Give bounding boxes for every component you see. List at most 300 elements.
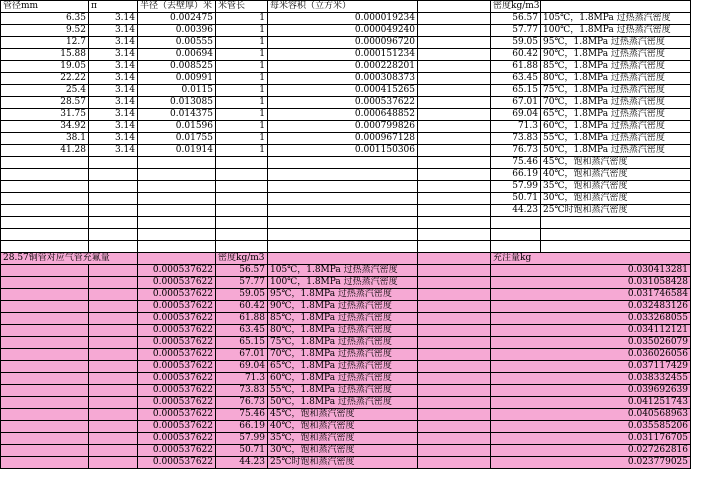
column-header[interactable]: [541, 1, 691, 13]
empty-cell[interactable]: [491, 229, 541, 241]
empty-cell[interactable]: [89, 313, 138, 325]
data-cell[interactable]: 0.000308373: [268, 73, 418, 85]
volume-cell[interactable]: 0.000537622: [138, 397, 216, 409]
volume-cell[interactable]: 0.000537622: [138, 277, 216, 289]
data-cell[interactable]: 41.28: [1, 145, 89, 157]
data-cell[interactable]: 65.15: [491, 85, 541, 97]
empty-cell[interactable]: [418, 253, 491, 265]
density-cell[interactable]: 61.88: [216, 313, 268, 325]
volume-cell[interactable]: 0.000537622: [138, 457, 216, 469]
empty-cell[interactable]: [541, 217, 691, 229]
data-cell[interactable]: 1: [216, 13, 268, 25]
empty-cell[interactable]: [418, 289, 491, 301]
density-cell[interactable]: 71.3: [216, 373, 268, 385]
data-cell[interactable]: [418, 193, 491, 205]
data-cell[interactable]: 3.14: [89, 109, 138, 121]
empty-cell[interactable]: [1, 361, 89, 373]
empty-cell[interactable]: [1, 397, 89, 409]
empty-cell[interactable]: [89, 361, 138, 373]
column-header[interactable]: 密度kg/m3: [491, 1, 541, 13]
data-cell[interactable]: 0.00694: [138, 49, 216, 61]
data-cell[interactable]: 67.01: [491, 97, 541, 109]
empty-cell[interactable]: [138, 229, 216, 241]
data-cell[interactable]: 0.01914: [138, 145, 216, 157]
data-cell[interactable]: [89, 169, 138, 181]
data-cell[interactable]: 60.42: [491, 49, 541, 61]
condition-cell[interactable]: 30℃，饱和蒸汽密度: [268, 445, 418, 457]
data-cell[interactable]: 85℃，1.8MPa 过热蒸汽密度: [541, 61, 691, 73]
charge-cell[interactable]: 0.033268055: [491, 313, 691, 325]
data-cell[interactable]: 1: [216, 133, 268, 145]
data-cell[interactable]: [138, 205, 216, 217]
empty-cell[interactable]: [89, 241, 138, 253]
data-cell[interactable]: 0.00396: [138, 25, 216, 37]
data-cell[interactable]: 69.04: [491, 109, 541, 121]
data-cell[interactable]: 57.77: [491, 25, 541, 37]
volume-cell[interactable]: 0.000537622: [138, 421, 216, 433]
data-cell[interactable]: [418, 73, 491, 85]
empty-cell[interactable]: [418, 277, 491, 289]
condition-cell[interactable]: 85℃，1.8MPa 过热蒸汽密度: [268, 313, 418, 325]
charge-cell[interactable]: 0.039692639: [491, 385, 691, 397]
data-cell[interactable]: 44.23: [491, 205, 541, 217]
data-cell[interactable]: 63.45: [491, 73, 541, 85]
data-cell[interactable]: [418, 109, 491, 121]
data-cell[interactable]: [1, 205, 89, 217]
empty-cell[interactable]: [1, 277, 89, 289]
empty-cell[interactable]: [418, 229, 491, 241]
empty-cell[interactable]: [418, 325, 491, 337]
data-cell[interactable]: [418, 121, 491, 133]
empty-cell[interactable]: [1, 445, 89, 457]
column-header[interactable]: π: [89, 1, 138, 13]
data-cell[interactable]: 56.57: [491, 13, 541, 25]
empty-cell[interactable]: [268, 241, 418, 253]
volume-cell[interactable]: 0.000537622: [138, 325, 216, 337]
charge-cell[interactable]: 0.027262816: [491, 445, 691, 457]
empty-cell[interactable]: [418, 265, 491, 277]
empty-cell[interactable]: [138, 241, 216, 253]
empty-cell[interactable]: [89, 457, 138, 469]
empty-cell[interactable]: [418, 433, 491, 445]
data-cell[interactable]: [138, 169, 216, 181]
data-cell[interactable]: 3.14: [89, 37, 138, 49]
data-cell[interactable]: [418, 37, 491, 49]
data-cell[interactable]: 34.92: [1, 121, 89, 133]
data-cell[interactable]: [216, 157, 268, 169]
empty-cell[interactable]: [418, 349, 491, 361]
empty-cell[interactable]: [491, 241, 541, 253]
data-cell[interactable]: 57.99: [491, 181, 541, 193]
empty-cell[interactable]: [89, 217, 138, 229]
density-cell[interactable]: 65.15: [216, 337, 268, 349]
empty-cell[interactable]: [1, 337, 89, 349]
data-cell[interactable]: 22.22: [1, 73, 89, 85]
empty-cell[interactable]: [268, 253, 418, 265]
charge-cell[interactable]: 0.035585206: [491, 421, 691, 433]
column-header[interactable]: 管径mm: [1, 1, 89, 13]
data-cell[interactable]: [89, 181, 138, 193]
column-header[interactable]: 米管长: [216, 1, 268, 13]
data-cell[interactable]: 3.14: [89, 25, 138, 37]
empty-cell[interactable]: [1, 409, 89, 421]
data-cell[interactable]: 90℃，1.8MPa 过热蒸汽密度: [541, 49, 691, 61]
data-cell[interactable]: 73.83: [491, 133, 541, 145]
data-cell[interactable]: 65℃，1.8MPa 过热蒸汽密度: [541, 109, 691, 121]
empty-cell[interactable]: [1, 241, 89, 253]
condition-cell[interactable]: 75℃，1.8MPa 过热蒸汽密度: [268, 337, 418, 349]
volume-cell[interactable]: 0.000537622: [138, 361, 216, 373]
density-cell[interactable]: 56.57: [216, 265, 268, 277]
data-cell[interactable]: 71.3: [491, 121, 541, 133]
data-cell[interactable]: [418, 157, 491, 169]
empty-cell[interactable]: [1, 349, 89, 361]
data-cell[interactable]: [1, 181, 89, 193]
empty-cell[interactable]: [89, 229, 138, 241]
data-cell[interactable]: [418, 49, 491, 61]
empty-cell[interactable]: [89, 397, 138, 409]
condition-cell[interactable]: 80℃，1.8MPa 过热蒸汽密度: [268, 325, 418, 337]
data-cell[interactable]: 80℃，1.8MPa 过热蒸汽密度: [541, 73, 691, 85]
data-cell[interactable]: [268, 193, 418, 205]
data-cell[interactable]: 0.0115: [138, 85, 216, 97]
data-cell[interactable]: [418, 25, 491, 37]
data-cell[interactable]: 31.75: [1, 109, 89, 121]
data-cell[interactable]: 1: [216, 37, 268, 49]
condition-cell[interactable]: 45℃，饱和蒸汽密度: [268, 409, 418, 421]
empty-cell[interactable]: [418, 373, 491, 385]
data-cell[interactable]: 0.00555: [138, 37, 216, 49]
empty-cell[interactable]: [418, 301, 491, 313]
data-cell[interactable]: [418, 181, 491, 193]
empty-cell[interactable]: [1, 421, 89, 433]
density-cell[interactable]: 75.46: [216, 409, 268, 421]
column-header[interactable]: 每米容积（立方米）: [268, 1, 418, 13]
empty-cell[interactable]: [418, 421, 491, 433]
data-cell[interactable]: 1: [216, 61, 268, 73]
data-cell[interactable]: 61.88: [491, 61, 541, 73]
data-cell[interactable]: [138, 157, 216, 169]
volume-cell[interactable]: 0.000537622: [138, 289, 216, 301]
data-cell[interactable]: [418, 97, 491, 109]
condition-cell[interactable]: 95℃，1.8MPa 过热蒸汽密度: [268, 289, 418, 301]
data-cell[interactable]: 3.14: [89, 145, 138, 157]
data-cell[interactable]: 0.014375: [138, 109, 216, 121]
empty-cell[interactable]: [541, 241, 691, 253]
volume-cell[interactable]: 0.000537622: [138, 337, 216, 349]
data-cell[interactable]: [268, 169, 418, 181]
density-cell[interactable]: 57.77: [216, 277, 268, 289]
data-cell[interactable]: 75.46: [491, 157, 541, 169]
charge-cell[interactable]: 0.034112121: [491, 325, 691, 337]
data-cell[interactable]: 100℃，1.8MPa 过热蒸汽密度: [541, 25, 691, 37]
data-cell[interactable]: 76.73: [491, 145, 541, 157]
density-cell[interactable]: 66.19: [216, 421, 268, 433]
data-cell[interactable]: [1, 169, 89, 181]
charge-cell[interactable]: 0.023779025: [491, 457, 691, 469]
empty-cell[interactable]: [89, 265, 138, 277]
data-cell[interactable]: [138, 193, 216, 205]
charge-cell[interactable]: 0.040568963: [491, 409, 691, 421]
empty-cell[interactable]: [1, 289, 89, 301]
data-cell[interactable]: 19.05: [1, 61, 89, 73]
summary-row: [1, 337, 691, 349]
data-cell[interactable]: 28.57: [1, 97, 89, 109]
data-cell[interactable]: [216, 205, 268, 217]
empty-cell[interactable]: [418, 397, 491, 409]
data-cell[interactable]: [216, 181, 268, 193]
empty-cell[interactable]: [89, 337, 138, 349]
condition-cell[interactable]: 55℃，1.8MPa 过热蒸汽密度: [268, 385, 418, 397]
data-cell[interactable]: [89, 205, 138, 217]
data-cell[interactable]: 1: [216, 85, 268, 97]
condition-cell[interactable]: 100℃，1.8MPa 过热蒸汽密度: [268, 277, 418, 289]
data-cell[interactable]: 0.001150306: [268, 145, 418, 157]
charge-cell[interactable]: 0.031058428: [491, 277, 691, 289]
empty-cell[interactable]: [1, 265, 89, 277]
data-cell[interactable]: 38.1: [1, 133, 89, 145]
data-cell[interactable]: [418, 145, 491, 157]
column-header[interactable]: 半径（去壁厚）米: [138, 1, 216, 13]
data-cell[interactable]: 0.01755: [138, 133, 216, 145]
volume-cell[interactable]: 0.000537622: [138, 373, 216, 385]
empty-cell[interactable]: [89, 277, 138, 289]
summary-title[interactable]: 28.57铜管对应气管充氟量: [1, 253, 138, 265]
density-cell[interactable]: 44.23: [216, 457, 268, 469]
charge-cell[interactable]: 0.035026079: [491, 337, 691, 349]
data-cell[interactable]: 105℃，1.8MPa 过热蒸汽密度: [541, 13, 691, 25]
data-cell[interactable]: 3.14: [89, 97, 138, 109]
empty-cell[interactable]: [89, 373, 138, 385]
density-cell[interactable]: 57.99: [216, 433, 268, 445]
data-cell[interactable]: [418, 169, 491, 181]
data-cell[interactable]: 3.14: [89, 61, 138, 73]
data-cell[interactable]: 40℃，饱和蒸汽密度: [541, 169, 691, 181]
empty-cell[interactable]: [1, 229, 89, 241]
data-cell[interactable]: 0.008525: [138, 61, 216, 73]
data-cell[interactable]: 6.35: [1, 13, 89, 25]
empty-cell[interactable]: [418, 361, 491, 373]
data-cell[interactable]: 3.14: [89, 13, 138, 25]
data-cell[interactable]: [138, 181, 216, 193]
data-cell[interactable]: 0.000096720: [268, 37, 418, 49]
empty-cell[interactable]: [1, 313, 89, 325]
data-cell[interactable]: 3.14: [89, 121, 138, 133]
empty-cell[interactable]: [138, 253, 216, 265]
data-cell[interactable]: 0.013085: [138, 97, 216, 109]
empty-cell[interactable]: [1, 301, 89, 313]
volume-cell[interactable]: 0.000537622: [138, 445, 216, 457]
data-cell[interactable]: 1: [216, 97, 268, 109]
empty-cell[interactable]: [418, 337, 491, 349]
charge-cell[interactable]: 0.032483126: [491, 301, 691, 313]
data-cell[interactable]: 1: [216, 145, 268, 157]
empty-cell[interactable]: [268, 229, 418, 241]
empty-cell[interactable]: [418, 385, 491, 397]
data-cell[interactable]: 59.05: [491, 37, 541, 49]
data-cell[interactable]: 95℃，1.8MPa 过热蒸汽密度: [541, 37, 691, 49]
condition-cell[interactable]: 50℃，1.8MPa 过热蒸汽密度: [268, 397, 418, 409]
volume-cell[interactable]: 0.000537622: [138, 433, 216, 445]
density-cell[interactable]: 59.05: [216, 289, 268, 301]
data-cell[interactable]: 15.88: [1, 49, 89, 61]
empty-cell[interactable]: [138, 217, 216, 229]
data-cell[interactable]: 70℃，1.8MPa 过热蒸汽密度: [541, 97, 691, 109]
condition-cell[interactable]: 60℃，1.8MPa 过热蒸汽密度: [268, 373, 418, 385]
data-cell[interactable]: 50℃，1.8MPa 过热蒸汽密度: [541, 145, 691, 157]
empty-cell[interactable]: [418, 241, 491, 253]
condition-cell[interactable]: 105℃，1.8MPa 过热蒸汽密度: [268, 265, 418, 277]
data-cell[interactable]: 1: [216, 73, 268, 85]
data-cell[interactable]: 3.14: [89, 49, 138, 61]
table-row: [1, 97, 691, 109]
empty-cell[interactable]: [1, 457, 89, 469]
data-cell[interactable]: [89, 157, 138, 169]
condition-cell[interactable]: 25℃时饱和蒸汽密度: [268, 457, 418, 469]
data-cell[interactable]: [89, 193, 138, 205]
data-cell[interactable]: [1, 157, 89, 169]
empty-cell[interactable]: [1, 373, 89, 385]
data-cell[interactable]: 0.000151234: [268, 49, 418, 61]
data-cell[interactable]: 25.4: [1, 85, 89, 97]
empty-cell[interactable]: [89, 433, 138, 445]
condition-cell[interactable]: 90℃，1.8MPa 过热蒸汽密度: [268, 301, 418, 313]
volume-cell[interactable]: 0.000537622: [138, 301, 216, 313]
condition-cell[interactable]: 65℃，1.8MPa 过热蒸汽密度: [268, 361, 418, 373]
data-cell[interactable]: [418, 13, 491, 25]
volume-cell[interactable]: 0.000537622: [138, 313, 216, 325]
charge-cell[interactable]: 0.037117429: [491, 361, 691, 373]
data-cell[interactable]: 30℃，饱和蒸汽密度: [541, 193, 691, 205]
table-row: [1, 121, 691, 133]
data-cell[interactable]: [418, 61, 491, 73]
density-cell[interactable]: 50.71: [216, 445, 268, 457]
data-cell[interactable]: 50.71: [491, 193, 541, 205]
data-cell[interactable]: 66.19: [491, 169, 541, 181]
empty-cell[interactable]: [268, 217, 418, 229]
volume-cell[interactable]: 0.000537622: [138, 385, 216, 397]
data-cell[interactable]: 0.000049240: [268, 25, 418, 37]
data-cell[interactable]: [268, 157, 418, 169]
data-cell[interactable]: [418, 85, 491, 97]
data-cell[interactable]: 1: [216, 49, 268, 61]
data-cell[interactable]: 75℃，1.8MPa 过热蒸汽密度: [541, 85, 691, 97]
data-cell[interactable]: 35℃，饱和蒸汽密度: [541, 181, 691, 193]
empty-cell[interactable]: [1, 385, 89, 397]
empty-cell[interactable]: [89, 301, 138, 313]
empty-cell[interactable]: [418, 457, 491, 469]
data-cell[interactable]: 1: [216, 109, 268, 121]
density-cell[interactable]: 76.73: [216, 397, 268, 409]
data-cell[interactable]: 1: [216, 121, 268, 133]
data-cell[interactable]: 3.14: [89, 133, 138, 145]
summary-header-row: [1, 253, 691, 265]
condition-cell[interactable]: 35℃，饱和蒸汽密度: [268, 433, 418, 445]
empty-cell[interactable]: [216, 229, 268, 241]
empty-cell[interactable]: [216, 217, 268, 229]
density-cell[interactable]: 63.45: [216, 325, 268, 337]
data-cell[interactable]: 0.000967128: [268, 133, 418, 145]
data-cell[interactable]: [216, 169, 268, 181]
data-cell[interactable]: 0.000415265: [268, 85, 418, 97]
empty-cell[interactable]: [1, 217, 89, 229]
empty-cell[interactable]: [89, 289, 138, 301]
charge-cell[interactable]: 0.036026056: [491, 349, 691, 361]
table-row: [1, 85, 691, 97]
data-cell[interactable]: 12.7: [1, 37, 89, 49]
condition-cell[interactable]: 70℃，1.8MPa 过热蒸汽密度: [268, 349, 418, 361]
density-cell[interactable]: 60.42: [216, 301, 268, 313]
data-cell[interactable]: 0.000648852: [268, 109, 418, 121]
empty-cell[interactable]: [89, 325, 138, 337]
data-cell[interactable]: 3.14: [89, 85, 138, 97]
column-header[interactable]: 充注量kg: [491, 253, 691, 265]
data-cell[interactable]: 0.01596: [138, 121, 216, 133]
volume-cell[interactable]: 0.000537622: [138, 409, 216, 421]
empty-cell[interactable]: [541, 229, 691, 241]
data-cell[interactable]: 60℃，1.8MPa 过热蒸汽密度: [541, 121, 691, 133]
data-cell[interactable]: [418, 205, 491, 217]
data-cell[interactable]: [418, 133, 491, 145]
empty-cell[interactable]: [418, 217, 491, 229]
data-cell[interactable]: [216, 193, 268, 205]
table-row: [1, 169, 691, 181]
empty-cell[interactable]: [89, 421, 138, 433]
data-cell[interactable]: [268, 205, 418, 217]
charge-cell[interactable]: 0.038332455: [491, 373, 691, 385]
empty-cell[interactable]: [491, 217, 541, 229]
empty-cell[interactable]: [89, 385, 138, 397]
empty-cell[interactable]: [89, 409, 138, 421]
condition-cell[interactable]: 40℃，饱和蒸汽密度: [268, 421, 418, 433]
data-cell[interactable]: 0.000537622: [268, 97, 418, 109]
column-header[interactable]: [418, 1, 491, 13]
empty-cell[interactable]: [1, 325, 89, 337]
charge-cell[interactable]: 0.031746584: [491, 289, 691, 301]
density-cell[interactable]: 73.83: [216, 385, 268, 397]
data-cell[interactable]: [1, 193, 89, 205]
volume-cell[interactable]: 0.000537622: [138, 349, 216, 361]
data-cell[interactable]: 0.000228201: [268, 61, 418, 73]
charge-cell[interactable]: 0.030413281: [491, 265, 691, 277]
charge-cell[interactable]: 0.031176705: [491, 433, 691, 445]
data-cell[interactable]: 55℃，1.8MPa 过热蒸汽密度: [541, 133, 691, 145]
data-cell[interactable]: 45℃，饱和蒸汽密度: [541, 157, 691, 169]
data-cell[interactable]: 0.000799826: [268, 121, 418, 133]
empty-cell[interactable]: [1, 433, 89, 445]
empty-cell[interactable]: [89, 349, 138, 361]
data-cell[interactable]: 9.52: [1, 25, 89, 37]
column-header[interactable]: 密度kg/m3: [216, 253, 268, 265]
charge-cell[interactable]: 0.041251743: [491, 397, 691, 409]
empty-cell[interactable]: [89, 445, 138, 457]
data-cell[interactable]: [268, 181, 418, 193]
data-cell[interactable]: 1: [216, 25, 268, 37]
empty-cell[interactable]: [418, 445, 491, 457]
volume-cell[interactable]: 0.000537622: [138, 265, 216, 277]
empty-cell[interactable]: [418, 313, 491, 325]
empty-cell[interactable]: [418, 409, 491, 421]
empty-cell[interactable]: [216, 241, 268, 253]
data-cell[interactable]: 25℃时饱和蒸汽密度: [541, 205, 691, 217]
data-cell[interactable]: 3.14: [89, 73, 138, 85]
data-cell[interactable]: 0.000019234: [268, 13, 418, 25]
data-cell[interactable]: 0.00991: [138, 73, 216, 85]
density-cell[interactable]: 67.01: [216, 349, 268, 361]
summary-row: [1, 373, 691, 385]
density-cell[interactable]: 69.04: [216, 361, 268, 373]
data-cell[interactable]: 0.002475: [138, 13, 216, 25]
